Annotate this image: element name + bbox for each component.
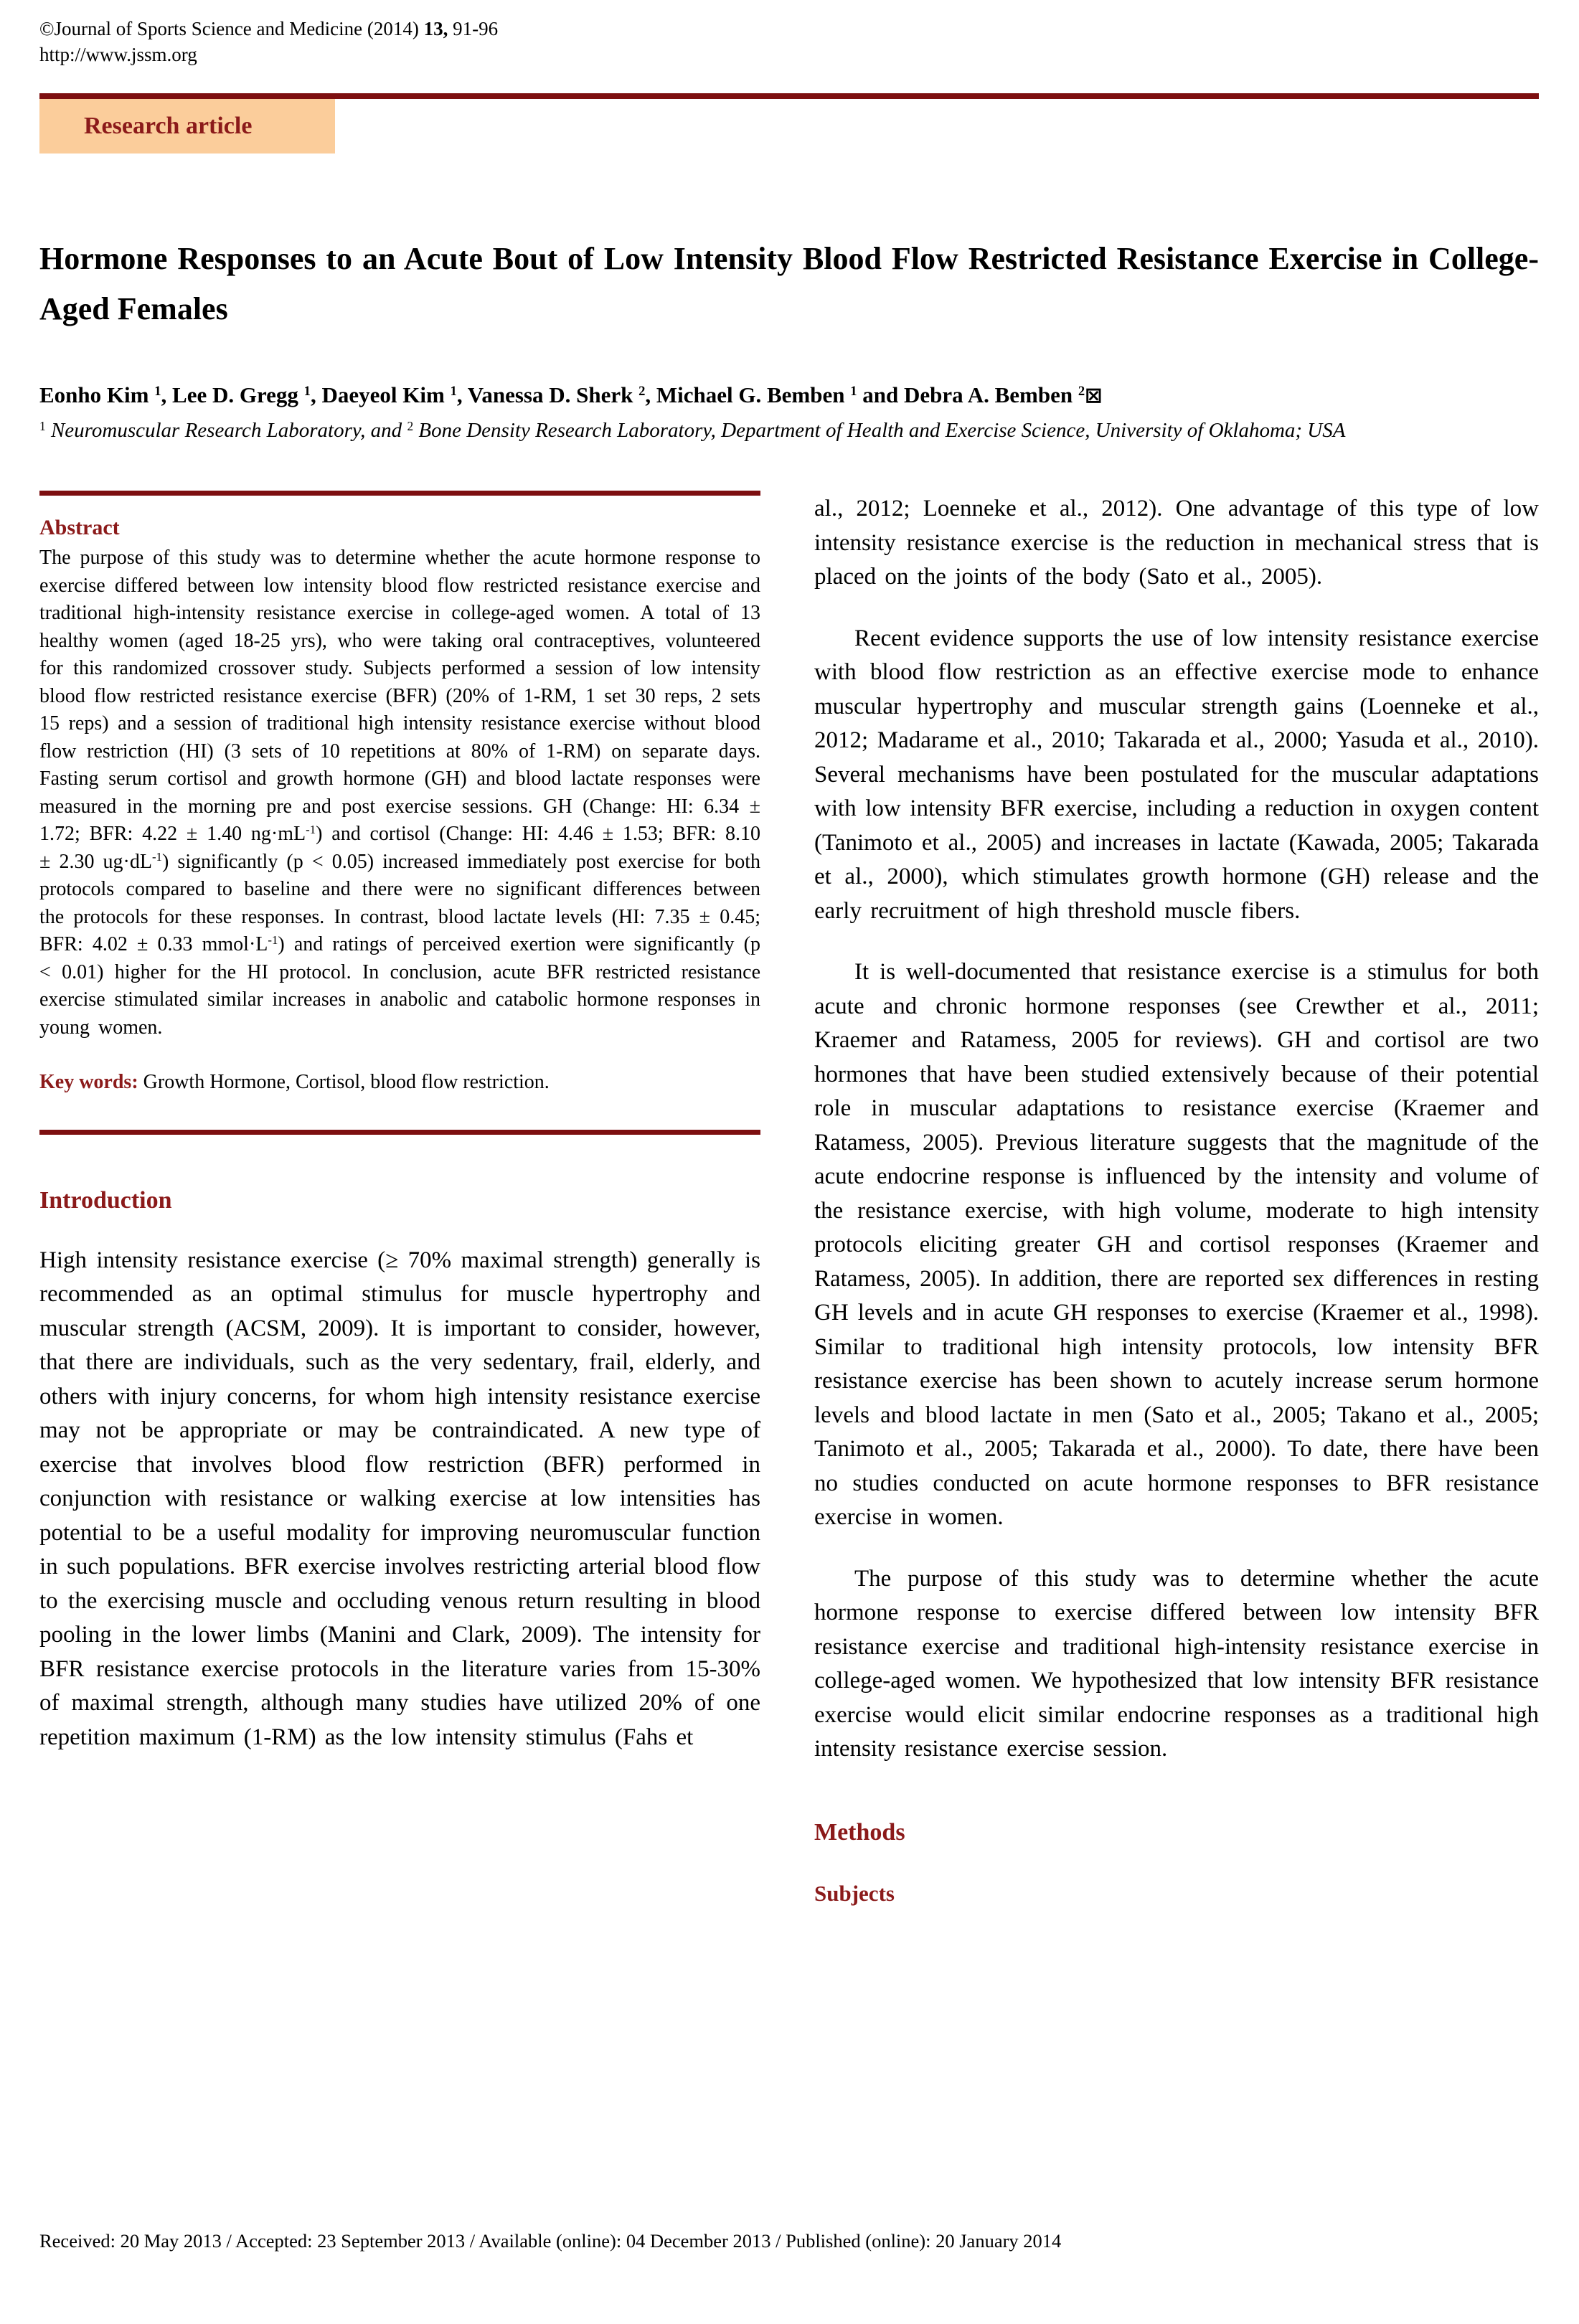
methods-heading: Methods (814, 1818, 905, 1846)
journal-url-line (39, 42, 1539, 67)
introduction-paragraph-4: The purpose of this study was to determine whether the acute hormone response to exercise differed between low intensity BFR resistance exercise and traditional high-intensity resistance exercise in college-aged women. We hypothesized that low intensity BFR resistance exercise would elicit similar endocrine responses as a traditional high intensity resistance exercise session. (814, 1565, 1539, 1762)
journal-name-text: ©Journal of Sports Science and Medicine (2014) (39, 18, 424, 39)
introduction-heading: Introduction (39, 1186, 172, 1214)
keywords-line (39, 1069, 760, 1097)
article-type-badge: Research article (39, 99, 335, 153)
authors-line (39, 376, 1539, 415)
journal-citation-line (39, 16, 1539, 42)
introduction-paragraph-2: Recent evidence supports the use of low intensity resistance exercise with blood flow restriction as an effective exercise mode to enhance muscular hypertrophy and muscular strength gains (Loenneke et al., 2012; Madarame et al., 2010; Takarada et al., 2000; Yasuda et al., 2010). Several mechanisms have been postulated for the muscular adaptations with low intensity BFR exercise, including a reduction in oxygen content (Tanimoto et al., 2005) and increases in lactate (Kawada, 2005; Takarada et al., 2000), which stimulates growth hormone (GH) release and the early recruitment of high threshold muscle fibers. (814, 625, 1539, 924)
keywords-text: Growth Hormone, Cortisol, blood flow restriction. (138, 1071, 550, 1094)
authors-text: Eonho Kim $^1$, Lee D. Gregg $^1$, Daeyeol Kim $^1$, Vanessa D. Sherk $^2$, Michael G. Bemben $^1$ and Debra A. Bemben $^2$ (39, 382, 1085, 407)
top-divider-rule (39, 93, 1539, 99)
abstract-bottom-rule (39, 1130, 760, 1135)
abstract-heading: Abstract (39, 516, 120, 540)
article-dates-footer: Received: 20 May 2013 / Accepted: 23 September 2013 / Available (online): 04 December 2013 / Published (online): 20 January 2014 (39, 2230, 1062, 2252)
abstract-top-rule (39, 491, 760, 496)
journal-url-link[interactable]: http://www.jssm.org (39, 44, 197, 65)
subjects-heading: Subjects (814, 1880, 895, 1906)
article-title: Hormone Responses to an Acute Bout of Low Intensity Blood Flow Restricted Resistance Exercise in College-Aged Females (39, 241, 1539, 326)
affiliation-line: $^1$ Neuromuscular Research Laboratory, and $^2$ Bone Density Research Laboratory, Department of Health and Exercise Science, University of Oklahoma; USA (39, 418, 1346, 443)
keywords-label: Key words: (39, 1071, 138, 1094)
corresponding-author-envelope-icon[interactable]: ⊠ (1085, 382, 1103, 407)
volume-number: 13, (423, 18, 448, 39)
introduction-paragraph-continuation: al., 2012; Loenneke et al., 2012). One advantage of this type of low intensity resistance exercise is the reduction in mechanical stress that is placed on the joints of the body (Sato et al., 2005). (814, 496, 1539, 590)
two-column-body (39, 491, 1539, 1909)
left-column (39, 491, 760, 1754)
right-column (814, 491, 1539, 1909)
masthead (39, 16, 1539, 67)
introduction-paragraph-left: High intensity resistance exercise (≥ 70% maximal strength) generally is recommended as an optimal stimulus for muscle hypertrophy and muscular strength (ACSM, 2009). It is important to consider, however, that there are individuals, such as the very sedentary, frail, elderly, and others with injury concerns, for whom high intensity resistance exercise may not be appropriate or may be contraindicated. A new type of exercise that involves blood flow restriction (BFR) performed in conjunction with resistance or walking exercise at low intensities has potential to be a useful modality for improving neuromuscular function in such populations. BFR exercise involves restricting arterial blood flow to the exercising muscle and occluding venous return resulting in blood pooling in the lower limbs (Manini and Clark, 2009). The intensity for BFR resistance exercise protocols in the literature varies from 15-30% of maximal strength, although many studies have utilized 20% of one repetition maximum (1-RM) as the low intensity stimulus (Fahs et (39, 1247, 760, 1750)
page-range: 91-96 (448, 18, 499, 39)
introduction-paragraph-3: It is well-documented that resistance exercise is a stimulus for both acute and chronic hormone responses (see Crewther et al., 2011; Kraemer and Ratamess, 2005 for reviews). GH and cortisol are two hormones that have been studied extensively because of their potential role in muscular adaptations to resistance exercise (Kraemer and Ratamess, 2005). Previous literature suggests that the magnitude of the acute endocrine response is influenced by the intensity and volume of the resistance exercise, with high volume, moderate to high intensity protocols eliciting greater GH and cortisol responses (Kraemer and Ratamess, 2005). In addition, there are reported sex differences in resting GH levels and in acute GH responses to exercise (Kraemer et al., 1998). Similar to traditional high intensity protocols, low intensity BFR resistance exercise has been shown to acutely increase serum hormone levels and blood lactate in men (Sato et al., 2005; Takano et al., 2005; Tanimoto et al., 2005; Takarada et al., 2000). To date, there have been no studies conducted on acute hormone responses to BFR resistance exercise in women. (814, 959, 1539, 1531)
abstract-text: The purpose of this study was to determine whether the acute hormone response to exercise differed between low intensity blood flow restricted resistance exercise and traditional high-intensity resistance exercise in college-aged women. A total of 13 healthy women (aged 18-25 yrs), who were taking oral contraceptives, volunteered for this randomized crossover study. Subjects performed a session of low intensity blood flow restricted resistance exercise (BFR) (20% of 1-RM, 1 set 30 reps, 2 sets 15 reps) and a session of traditional high intensity resistance exercise without blood flow restriction (HI) (3 sets of 10 repetitions at 80% of 1-RM) on separate days. Fasting serum cortisol and growth hormone (GH) and blood lactate responses were measured in the morning pre and post exercise sessions. GH (Change: HI: 6.34 ± 1.72; BFR: 4.22 ± 1.40 $ng\cdot mL^{-1}$) and cortisol (Change: HI: 4.46 ± 1.53; BFR: 8.10 ± 2.30 $ug\cdot dL^{-1}$) significantly (p < 0.05) increased immediately post exercise for both protocols compared to baseline and there were no significant differences between the protocols for these responses. In contrast, blood lactate levels (HI: 7.35 ± 0.45; BFR: 4.02 ± 0.33 $mmol\cdot L^{-1}$) and ratings of perceived exertion were significantly (p < 0.01) higher for the HI protocol. In conclusion, acute BFR restricted resistance exercise stimulated similar increases in anabolic and catabolic hormone responses in young women. (39, 547, 761, 1039)
